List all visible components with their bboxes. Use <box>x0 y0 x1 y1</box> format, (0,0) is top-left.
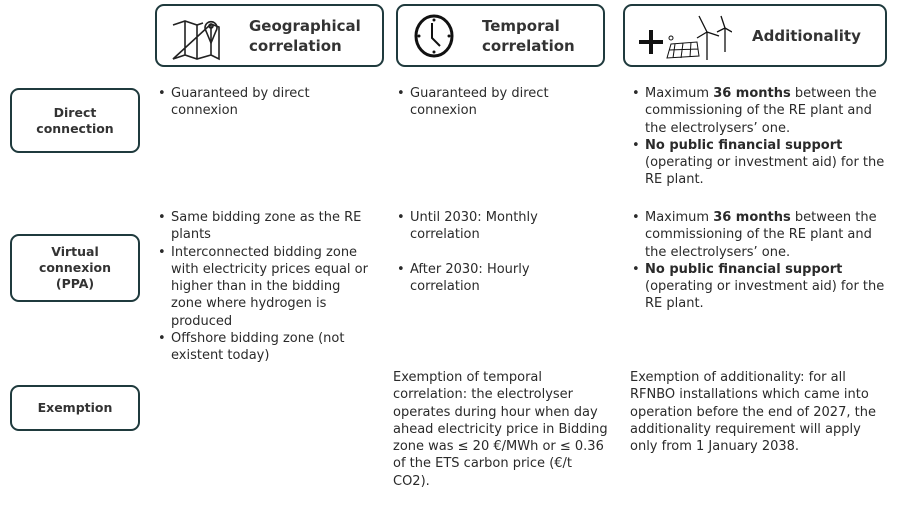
bullet: • Guaranteed by direct connexion <box>410 85 596 120</box>
virtual-temp <box>396 209 596 295</box>
row-label-virtual-connexion <box>10 234 140 302</box>
bullet: • Guaranteed by direct connexion <box>171 85 357 120</box>
row-label: Virtual connexion (PPA) <box>38 244 112 291</box>
bullet: • Maximum 36 months between the commissioning of the RE plant and the electrolysers’ one. <box>645 85 896 137</box>
bullet: • Until 2030: Monthly correlation <box>410 209 540 244</box>
row-label-direct-connection <box>10 88 140 153</box>
bullet: • Offshore bidding zone (not existent today) <box>171 330 372 365</box>
bullet: • Maximum 36 months between the commissioning of the RE plant and the electrolysers’ one. <box>645 209 896 261</box>
header-label: Temporal correlation <box>482 16 575 55</box>
virtual-geo <box>157 209 372 365</box>
direct-add <box>631 85 896 189</box>
bullet: • Same bidding zone as the RE plants <box>171 209 372 244</box>
row-label: Direct connection <box>36 104 114 136</box>
bullet: • Interconnected bidding zone with electricity prices equal or higher than in the bidding zone where hydrogen is produced <box>171 244 372 330</box>
header-temporal <box>396 4 605 67</box>
header-label: Geographical correlation <box>249 16 361 55</box>
header-additionality <box>623 4 887 67</box>
clock-icon <box>414 14 454 58</box>
bullet: • After 2030: Hourly correlation <box>410 261 540 296</box>
bullet: • No public financial support (operating or investment aid) for the RE plant. <box>645 137 896 189</box>
row-label: Exemption <box>37 400 113 415</box>
exemption-temp: Exemption of temporal correlation: the electrolyser operates during hour when day ahead electricity price in Bidding zone was ≤ 20 €/MWh or ≤ 0.36 of the ETS carbon price (€/t CO2). <box>393 370 608 489</box>
row-label-exemption <box>10 385 140 431</box>
bullet: • No public financial support (operating or investment aid) for the RE plant. <box>645 261 896 313</box>
map-pin-icon <box>171 11 227 61</box>
exemption-add: Exemption of additionality: for all RFNBO installations which came into operation before the end of 2027, the additionality requirement will apply only from 1 January 2038. <box>630 370 876 455</box>
virtual-add <box>631 209 896 313</box>
direct-temp <box>396 85 596 120</box>
direct-geo <box>157 85 357 120</box>
header-geographical <box>155 4 384 67</box>
plus-solar-wind-icon <box>637 12 732 60</box>
header-label: Additionality <box>752 26 861 45</box>
